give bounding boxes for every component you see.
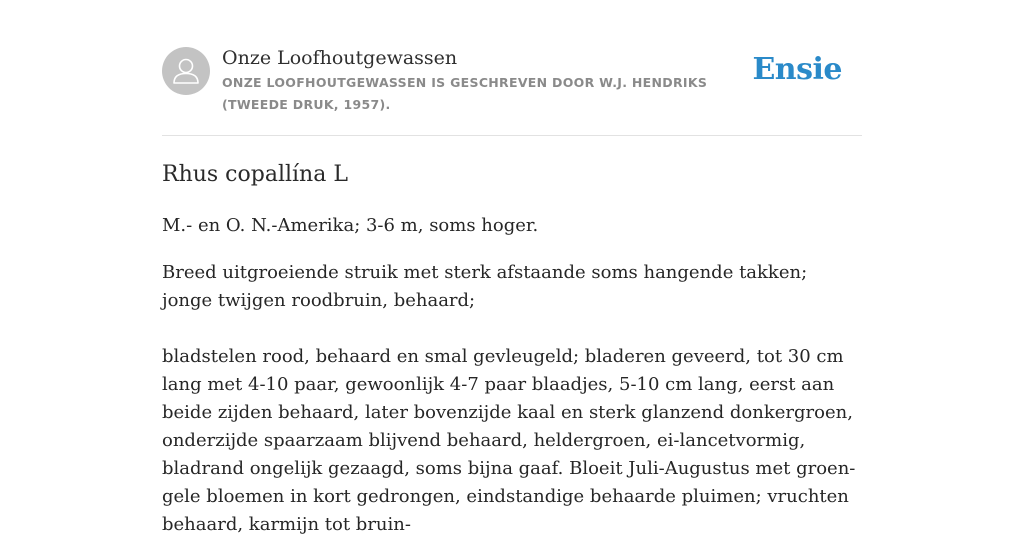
publication-title[interactable]: Onze Loofhoutgewassen	[222, 47, 458, 69]
article-title: Rhus copallína L	[162, 162, 348, 187]
publication-description: ONZE LOOFHOUTGEWASSEN IS GESCHREVEN DOOR W.J. HENDRIKS (TWEEDE DRUK, 1957).	[222, 75, 708, 112]
article-paragraph: bladstelen rood, behaard en smal gevleugeld; bladeren geveerd, tot 30 cm lang met 4-10 paar, gewoonlijk 4-7 paar blaadjes, 5-10 cm lang, eerst aan beide zijden behaard, later bovenzijde kaal en sterk glanzend donkergroen, onderzijde spaarzaam blijvend behaard, heldergroen, ei-lancetvormig, bladrand ongelijk gezaagd, soms bijna gaaf. Bloeit Juli-Augustus met groen-gele bloemen in kort gedrongen, eindstandige behaarde pluimen; vruchten behaard, karmijn tot bruin-	[162, 346, 856, 535]
brand-logo[interactable]: Ensie	[752, 52, 842, 87]
article	[162, 158, 862, 539]
header-divider	[162, 135, 862, 136]
user-icon	[162, 47, 210, 95]
avatar[interactable]	[162, 47, 210, 95]
article-paragraph: Breed uitgroeiende struik met sterk afstaande soms hangende takken; jonge twijgen roodbruin, behaard;	[162, 262, 808, 311]
article-paragraph: M.- en O. N.-Amerika; 3-6 m, soms hoger.	[162, 215, 539, 236]
publication-header	[162, 46, 862, 135]
